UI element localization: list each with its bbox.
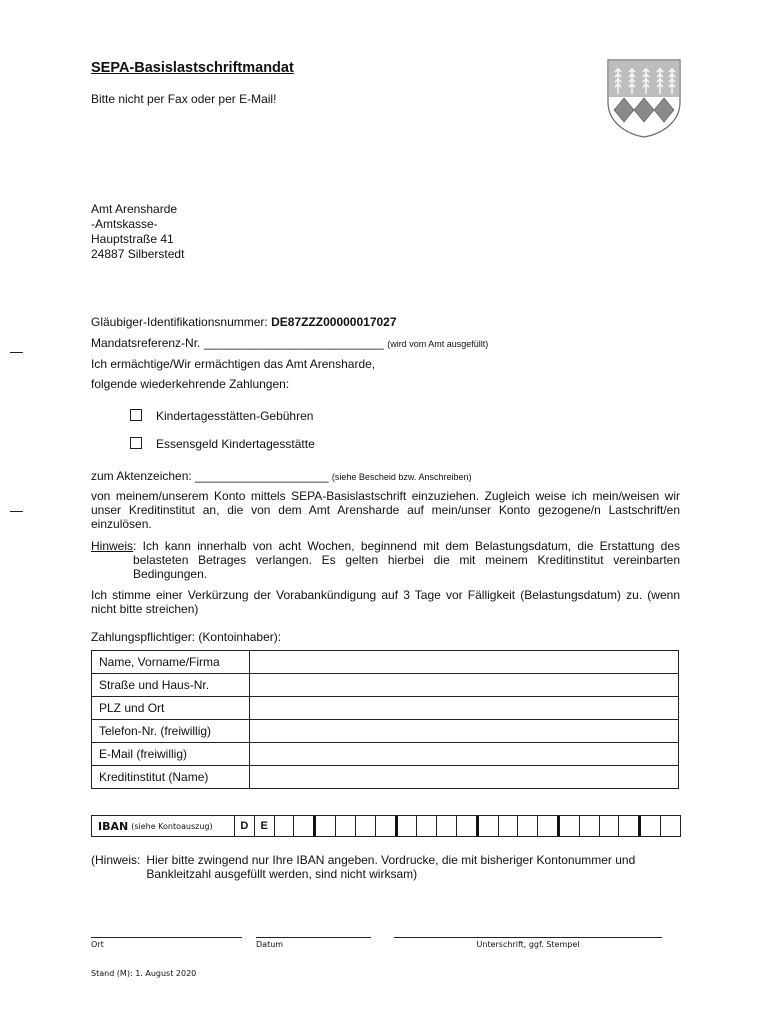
iban-note: (siehe Kontoauszug) <box>131 821 213 831</box>
address-line: 24887 Silberstedt <box>91 247 185 261</box>
refund-hint <box>91 539 680 581</box>
hint-label: Hinweis <box>91 539 134 553</box>
file-reference-field[interactable]: zum Aktenzeichen: ____________________ <box>91 469 329 483</box>
iban-cell[interactable] <box>376 816 398 836</box>
iban-cell[interactable] <box>479 816 499 836</box>
place-label: Ort <box>91 940 104 949</box>
hint-text: : Ich kann innerhalb von acht Wochen, beginnend mit dem Belastungsdatum, die Erstattung des belasteten Betrages verlangen. Es gelten hierbei die mit meinem Kreditinstitut vereinbarten Bedingungen. <box>133 539 680 581</box>
table-row <box>92 697 679 720</box>
row-label: E-Mail (freiwillig) <box>92 743 250 766</box>
iban-cell[interactable] <box>294 816 316 836</box>
option-label: Kindertagesstätten-Gebühren <box>156 409 314 423</box>
iban-cell: D <box>235 816 255 836</box>
iban-cell[interactable] <box>356 816 376 836</box>
street-input[interactable] <box>250 674 679 697</box>
option-meal-fees[interactable] <box>130 437 315 451</box>
iban-cell[interactable] <box>437 816 457 836</box>
bank-input[interactable] <box>250 766 679 789</box>
row-label: PLZ und Ort <box>92 697 250 720</box>
address-line: Hauptstraße 41 <box>91 232 174 246</box>
place-signature-line[interactable] <box>91 937 242 938</box>
date-signature-line[interactable] <box>256 937 371 938</box>
address-line: -Amtskasse- <box>91 217 158 231</box>
pre-notice-paragraph: Ich stimme einer Verkürzung der Vorabankündigung auf 3 Tage vor Fälligkeit (Belastungsdatum) zu. (wenn nicht bitte streichen) <box>91 588 680 616</box>
option-kita-fees[interactable] <box>130 409 313 423</box>
iban-cell[interactable] <box>417 816 437 836</box>
table-row <box>92 743 679 766</box>
table-row <box>92 674 679 697</box>
iban-cell[interactable] <box>316 816 336 836</box>
signature-line[interactable] <box>394 937 662 938</box>
iban-cell[interactable] <box>538 816 560 836</box>
iban-cell[interactable] <box>641 816 661 836</box>
iban-cell[interactable] <box>619 816 641 836</box>
row-label: Telefon-Nr. (freiwillig) <box>92 720 250 743</box>
row-label: Kreditinstitut (Name) <box>92 766 250 789</box>
iban-cell[interactable] <box>560 816 580 836</box>
creditor-id-value: DE87ZZZ00000017027 <box>271 315 397 329</box>
coat-of-arms-icon <box>606 58 682 138</box>
file-reference-note: (siehe Bescheid bzw. Anschreiben) <box>331 472 472 482</box>
checkbox[interactable] <box>130 437 142 449</box>
iban-cells <box>235 816 680 836</box>
iban-cell[interactable] <box>661 816 680 836</box>
checkbox[interactable] <box>130 409 142 421</box>
iban-cell: E <box>255 816 275 836</box>
form-title: SEPA-Basislastschriftmandat <box>91 60 294 76</box>
iban-label-text: IBAN <box>98 819 129 833</box>
row-label: Name, Vorname/Firma <box>92 651 250 674</box>
mandate-reference-note: (wird vom Amt ausgefüllt) <box>387 339 489 349</box>
iban-cell[interactable] <box>580 816 600 836</box>
date-label: Datum <box>256 940 284 949</box>
iban-label <box>92 816 235 836</box>
table-row <box>92 720 679 743</box>
name-input[interactable] <box>250 651 679 674</box>
mandate-reference-line <box>91 336 488 350</box>
collection-paragraph: von meinem/unserem Konto mittels SEPA-Basislastschrift einzuziehen. Zugleich weise ich mein/weisen wir unser Kreditinstitut an, die von dem Amt Arensharde auf mein/unser Konto gezogene/n Lastschrift/en einzulösen. <box>91 489 680 531</box>
iban-field <box>91 815 681 837</box>
iban-hint-text: Hier bitte zwingend nur Ihre IBAN angeben. Vordrucke, die mit bisheriger Kontonummer und Bankleitzahl ausgefüllt werden, sind nicht wirksam) <box>146 853 636 881</box>
form-subtitle: Bitte nicht per Fax oder per E-Mail! <box>91 92 277 106</box>
authorization-line-1: Ich ermächtige/Wir ermächtigen das Amt Arensharde, <box>91 357 376 371</box>
mandate-reference-field[interactable]: Mandatsreferenz-Nr. ___________________________ <box>91 336 384 350</box>
fold-mark <box>10 352 23 353</box>
recipient-address <box>91 202 184 262</box>
phone-input[interactable] <box>250 720 679 743</box>
iban-hint <box>91 853 680 881</box>
iban-cell[interactable] <box>499 816 519 836</box>
row-label: Straße und Haus-Nr. <box>92 674 250 697</box>
table-row <box>92 766 679 789</box>
creditor-id-line <box>91 315 397 329</box>
iban-cell[interactable] <box>275 816 295 836</box>
iban-cell[interactable] <box>398 816 418 836</box>
city-input[interactable] <box>250 697 679 720</box>
iban-cell[interactable] <box>457 816 479 836</box>
email-input[interactable] <box>250 743 679 766</box>
fold-mark <box>10 511 23 512</box>
file-reference-line <box>91 469 471 483</box>
option-label: Essensgeld Kindertagesstätte <box>156 437 315 451</box>
payer-heading: Zahlungspflichtiger: (Kontoinhaber): <box>91 630 282 644</box>
authorization-line-2: folgende wiederkehrende Zahlungen: <box>91 377 290 391</box>
signature-label: Unterschrift, ggf. Stempel <box>476 940 580 949</box>
table-row <box>92 651 679 674</box>
iban-hint-label: (Hinweis: <box>91 853 141 867</box>
iban-cell[interactable] <box>600 816 620 836</box>
creditor-id-label: Gläubiger-Identifikationsnummer: <box>91 315 268 329</box>
iban-cell[interactable] <box>336 816 356 836</box>
version-footer: Stand (M): 1. August 2020 <box>91 969 197 978</box>
iban-cell[interactable] <box>518 816 538 836</box>
address-line: Amt Arensharde <box>91 202 178 216</box>
payer-table <box>91 650 679 789</box>
